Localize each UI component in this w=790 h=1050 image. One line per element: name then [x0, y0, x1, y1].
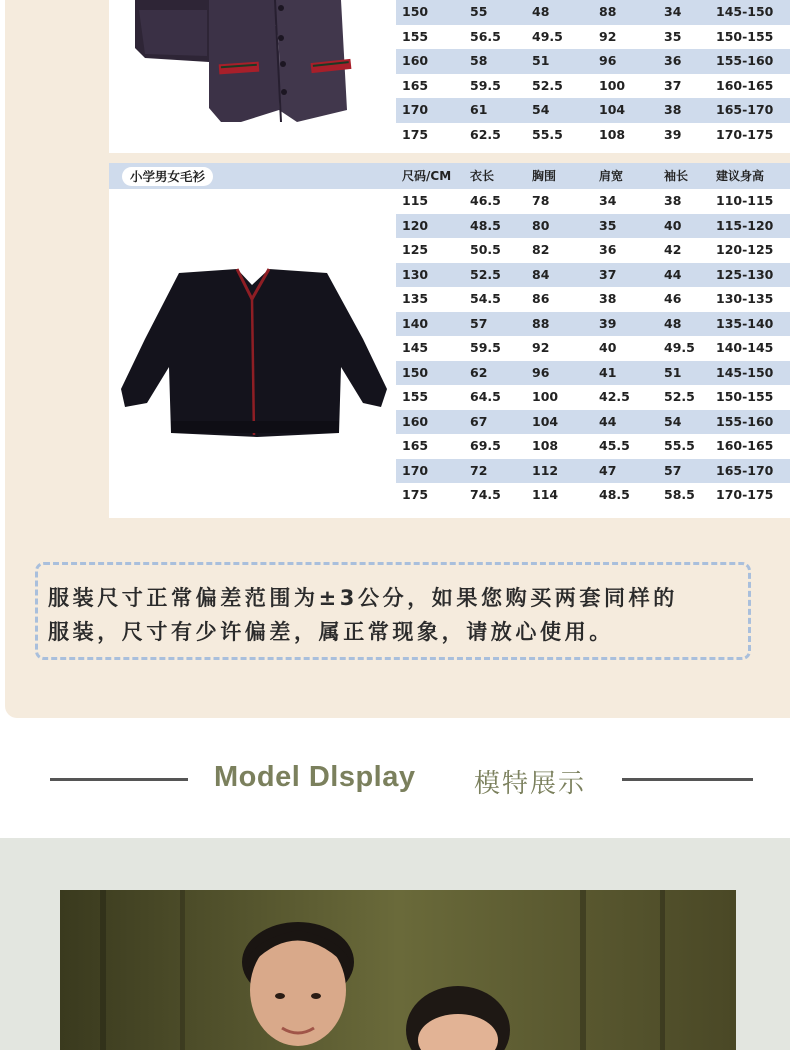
heading-chinese: 模特展示 [474, 769, 587, 799]
vest-table-cell: 170-175 [716, 126, 774, 142]
vest-table-cell: 55.5 [532, 126, 563, 142]
cardigan-table-cell: 40 [664, 217, 682, 233]
vest-table-cell: 160 [402, 53, 429, 68]
cardigan-table-cell: 42.5 [599, 389, 630, 404]
cardigan-table-cell: 140-145 [716, 340, 774, 355]
cardigan-table-cell: 78 [532, 193, 550, 208]
cardigan-table-row [396, 238, 790, 263]
model-photo-section [0, 838, 790, 1050]
cardigan-table-cell: 135-140 [716, 315, 774, 331]
cardigan-table-cell: 52.5 [664, 389, 695, 404]
cardigan-table-cell: 150-155 [716, 389, 774, 404]
vest-table-row [396, 49, 790, 74]
cardigan-table-cell: 46.5 [470, 193, 501, 208]
cardigan-table-cell: 155 [402, 389, 429, 404]
cardigan-size-panel [109, 163, 790, 518]
cardigan-table-cell: 115 [402, 193, 429, 208]
vest-size-table [396, 0, 790, 147]
cardigan-table-cell: 41 [599, 364, 617, 380]
cardigan-table-cell: 175 [402, 487, 429, 502]
vest-table-cell: 165 [402, 77, 429, 93]
vest-table-row [396, 98, 790, 123]
cardigan-table-cell: 150 [402, 364, 429, 380]
left-margin [0, 0, 5, 718]
cardigan-table-cell: 37 [599, 266, 617, 282]
cardigan-table-cell: 57 [664, 462, 682, 478]
cardigan-table-row [396, 263, 790, 288]
cardigan-table-cell: 125-130 [716, 266, 774, 282]
note-line-2: 服装，尺寸有少许偏差，属正常现象，请放心使用。 [48, 620, 614, 644]
vest-table-cell: 58 [470, 53, 488, 68]
cardigan-table-cell: 145 [402, 340, 429, 355]
cardigan-product-image [109, 189, 396, 518]
cardigan-table-cell: 49.5 [664, 340, 695, 355]
vest-table-cell: 55 [470, 4, 488, 19]
cardigan-table-cell: 36 [599, 242, 617, 257]
cardigan-table-cell: 59.5 [470, 340, 501, 355]
vest-table-cell: 49.5 [532, 28, 563, 44]
cardigan-table-cell: 72 [470, 462, 488, 478]
vest-table-cell: 175 [402, 126, 429, 142]
cardigan-table-cell: 155-160 [716, 413, 774, 429]
cardigan-table-row [396, 312, 790, 337]
cardigan-table-cell: 130-135 [716, 291, 774, 306]
vest-table-cell: 145-150 [716, 4, 774, 19]
heading-line-left [50, 778, 188, 781]
cardigan-title-band [109, 163, 396, 189]
cardigan-table-cell: 45.5 [599, 438, 630, 453]
vest-table-cell: 150 [402, 4, 429, 19]
cardigan-table-cell: 48.5 [470, 217, 501, 233]
cardigan-table-cell: 135 [402, 291, 429, 306]
cardigan-table-cell: 110-115 [716, 193, 774, 208]
cardigan-table-cell: 46 [664, 291, 682, 306]
cardigan-table-cell: 50.5 [470, 242, 501, 257]
vest-table-cell: 155 [402, 28, 429, 44]
vest-table-cell: 38 [664, 102, 682, 117]
vest-table-cell: 54 [532, 102, 550, 117]
cardigan-table-cell: 55.5 [664, 438, 695, 453]
cardigan-table-cell: 100 [532, 389, 559, 404]
cardigan-table-row [396, 434, 790, 459]
size-deviation-note [35, 562, 751, 660]
cardigan-table-cell: 130 [402, 266, 429, 282]
cardigan-table-cell: 140 [402, 315, 429, 331]
cardigan-table-cell: 92 [532, 340, 550, 355]
cardigan-table-header-row [396, 163, 790, 189]
cardigan-table-cell: 84 [532, 266, 550, 282]
vest-table-cell: 56.5 [470, 28, 501, 44]
cardigan-table-cell: 74.5 [470, 487, 501, 502]
cardigan-table-row [396, 361, 790, 386]
model-photo-illustration [60, 890, 736, 1050]
cardigan-table-cell: 52.5 [470, 266, 501, 282]
cardigan-table-cell: 82 [532, 242, 550, 257]
vest-table-cell: 160-165 [716, 77, 774, 93]
vest-table-cell: 51 [532, 53, 550, 68]
vest-table-row [396, 0, 790, 25]
vest-table-cell: 100 [599, 77, 626, 93]
cardigan-table-cell: 48 [664, 315, 682, 331]
cardigan-table-cell: 115-120 [716, 217, 774, 233]
vest-table-cell: 170 [402, 102, 429, 117]
vest-product-image [109, 0, 396, 153]
cardigan-table-cell: 35 [599, 217, 617, 233]
vest-table-cell: 96 [599, 53, 617, 68]
vest-table-row [396, 74, 790, 99]
vest-size-panel [109, 0, 790, 153]
cardigan-table-header-cell: 袖长 [664, 169, 689, 183]
cardigan-table-header-cell: 尺码/CM [402, 169, 452, 183]
note-line-1: 服装尺寸正常偏差范围为±3公分，如果您购买两套同样的 [48, 586, 678, 610]
cardigan-table-cell: 112 [532, 462, 559, 478]
cardigan-table-cell: 86 [532, 291, 550, 306]
vest-table-cell: 155-160 [716, 53, 774, 68]
cardigan-table-cell: 67 [470, 413, 488, 429]
vest-table-cell: 108 [599, 126, 626, 142]
cardigan-table-row [396, 287, 790, 312]
cardigan-table-cell: 42 [664, 242, 682, 257]
cardigan-illustration [109, 189, 396, 518]
cardigan-table-cell: 44 [599, 413, 617, 429]
cardigan-table-cell: 47 [599, 462, 617, 478]
cardigan-table-cell: 80 [532, 217, 550, 233]
cardigan-table-cell: 160-165 [716, 438, 774, 453]
cardigan-table-cell: 69.5 [470, 438, 501, 453]
cardigan-table-cell: 114 [532, 487, 559, 502]
vest-table-cell: 52.5 [532, 77, 563, 93]
cardigan-table-cell: 54 [664, 413, 682, 429]
vest-table-cell: 36 [664, 53, 682, 68]
vest-table-cell: 61 [470, 102, 488, 117]
cardigan-table-cell: 57 [470, 315, 488, 331]
cardigan-table-cell: 165-170 [716, 462, 774, 478]
cardigan-table-row [396, 189, 790, 214]
cardigan-table-cell: 51 [664, 364, 682, 380]
cardigan-table-cell: 120 [402, 217, 429, 233]
cardigan-table-cell: 38 [599, 291, 617, 306]
vest-table-row [396, 123, 790, 148]
heading-line-right [622, 778, 753, 781]
cardigan-table-row [396, 385, 790, 410]
model-photo [60, 890, 736, 1050]
vest-table-cell: 88 [599, 4, 617, 19]
cardigan-table-header-cell: 建议身高 [716, 169, 765, 183]
cardigan-table-cell: 108 [532, 438, 559, 453]
vest-illustration [109, 0, 396, 153]
vest-table-cell: 92 [599, 28, 617, 44]
cardigan-table-cell: 88 [532, 315, 550, 331]
cardigan-table-cell: 48.5 [599, 487, 630, 502]
vest-table-cell: 165-170 [716, 102, 774, 117]
vest-table-cell: 39 [664, 126, 682, 142]
cardigan-table-cell: 58.5 [664, 487, 695, 502]
cardigan-table-title: 小学男女毛衫 [122, 167, 213, 186]
cardigan-table-cell: 170-175 [716, 487, 774, 502]
heading-english: Model Dlsplay [214, 761, 416, 793]
cardigan-table-cell: 160 [402, 413, 429, 429]
cardigan-table-header-cell: 衣长 [470, 169, 495, 183]
cardigan-table-row [396, 214, 790, 239]
vest-table-cell: 104 [599, 102, 626, 117]
cardigan-table-row [396, 410, 790, 435]
cardigan-table-cell: 125 [402, 242, 429, 257]
cardigan-table-row [396, 459, 790, 484]
vest-table-cell: 48 [532, 4, 550, 19]
cardigan-table-cell: 104 [532, 413, 559, 429]
vest-table-cell: 150-155 [716, 28, 774, 44]
vest-table-cell: 62.5 [470, 126, 501, 142]
vest-table-cell: 35 [664, 28, 682, 44]
cardigan-table-cell: 39 [599, 315, 617, 331]
cardigan-table-cell: 34 [599, 193, 617, 208]
vest-table-cell: 34 [664, 4, 682, 19]
vest-table-cell: 37 [664, 77, 682, 93]
cardigan-table-header-cell: 肩宽 [599, 169, 624, 183]
cardigan-table-row [396, 336, 790, 361]
cardigan-table-cell: 120-125 [716, 242, 774, 257]
cardigan-table-cell: 38 [664, 193, 682, 208]
cardigan-table-cell: 54.5 [470, 291, 501, 306]
cardigan-table-row [396, 483, 790, 508]
cardigan-size-table [396, 163, 790, 508]
cardigan-table-cell: 44 [664, 266, 682, 282]
cardigan-table-cell: 145-150 [716, 364, 774, 380]
cardigan-table-cell: 62 [470, 364, 488, 380]
vest-table-row [396, 25, 790, 50]
cardigan-table-header-cell: 胸围 [532, 169, 557, 183]
cardigan-table-cell: 96 [532, 364, 550, 380]
cardigan-table-cell: 170 [402, 462, 429, 478]
cardigan-table-cell: 40 [599, 340, 617, 355]
cardigan-table-cell: 165 [402, 438, 429, 453]
vest-table-cell: 59.5 [470, 77, 501, 93]
cardigan-table-cell: 64.5 [470, 389, 501, 404]
model-display-heading [0, 757, 790, 807]
